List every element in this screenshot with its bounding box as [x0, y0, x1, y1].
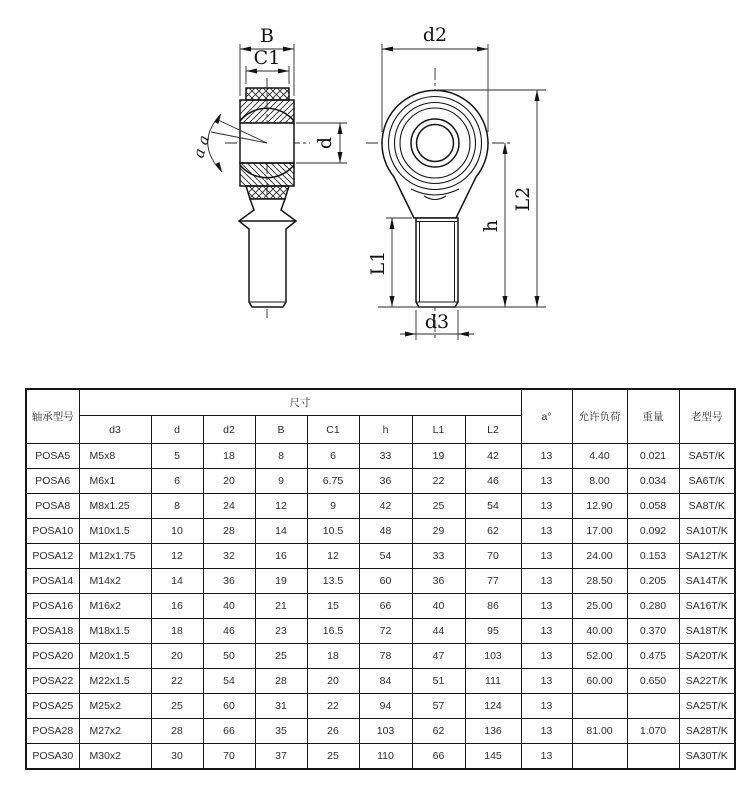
col-header-B: B — [255, 416, 307, 444]
value-cell: 84 — [359, 669, 412, 694]
value-cell: SA30T/K — [679, 744, 735, 770]
ball-upper-section — [240, 100, 294, 123]
col-header-size-group: 尺寸 — [79, 389, 521, 416]
value-cell: 136 — [465, 719, 521, 744]
value-cell: 35 — [255, 719, 307, 744]
value-cell: 33 — [412, 544, 465, 569]
value-cell: 21 — [255, 594, 307, 619]
dim-arrow — [283, 47, 294, 52]
value-cell: 8 — [255, 444, 307, 469]
col-header-load: 允许负荷 — [572, 389, 627, 444]
model-cell: POSA5 — [26, 444, 79, 469]
shank-profile — [239, 199, 296, 307]
value-cell: 18 — [307, 644, 359, 669]
value-cell: M27x2 — [79, 719, 151, 744]
value-cell: 36 — [203, 569, 255, 594]
value-cell — [572, 744, 627, 770]
value-cell: 40.00 — [572, 619, 627, 644]
value-cell: 22 — [412, 469, 465, 494]
value-cell: 30 — [151, 744, 203, 770]
dim-label-L2: L2 — [512, 186, 534, 212]
value-cell: 6.75 — [307, 469, 359, 494]
value-cell: 19 — [412, 444, 465, 469]
value-cell: 13 — [521, 719, 572, 744]
value-cell: 13 — [521, 644, 572, 669]
value-cell: 46 — [203, 619, 255, 644]
value-cell: 18 — [151, 619, 203, 644]
value-cell: SA12T/K — [679, 544, 735, 569]
value-cell: 20 — [203, 469, 255, 494]
value-cell: SA16T/K — [679, 594, 735, 619]
dim-label-d: d — [314, 136, 336, 150]
value-cell: 6 — [151, 469, 203, 494]
value-cell: 111 — [465, 669, 521, 694]
value-cell: 0.370 — [627, 619, 679, 644]
dim-label-C1: C1 — [253, 47, 281, 69]
value-cell: 28 — [203, 519, 255, 544]
value-cell: M10x1.5 — [79, 519, 151, 544]
value-cell: 0.092 — [627, 519, 679, 544]
value-cell: 12.90 — [572, 494, 627, 519]
dim-arrow — [390, 296, 395, 307]
dim-arrow — [278, 69, 289, 74]
value-cell: M8x1.25 — [79, 494, 151, 519]
col-header-d2: d2 — [203, 416, 255, 444]
value-cell: 0.280 — [627, 594, 679, 619]
value-cell: 13 — [521, 494, 572, 519]
dim-label-B: B — [260, 25, 274, 47]
value-cell: 70 — [203, 744, 255, 770]
value-cell: 86 — [465, 594, 521, 619]
value-cell: 54 — [203, 669, 255, 694]
value-cell: 15 — [307, 594, 359, 619]
table-row — [26, 469, 735, 494]
value-cell: 60 — [359, 569, 412, 594]
dim-arrow — [240, 47, 251, 52]
col-header-d: d — [151, 416, 203, 444]
value-cell: M25x2 — [79, 694, 151, 719]
value-cell: 26 — [307, 719, 359, 744]
value-cell: 94 — [359, 694, 412, 719]
value-cell: 9 — [307, 494, 359, 519]
model-cell: POSA6 — [26, 469, 79, 494]
dim-arrow — [458, 332, 469, 337]
value-cell: 19 — [255, 569, 307, 594]
spec-table-body — [26, 444, 735, 770]
value-cell: 42 — [465, 444, 521, 469]
value-cell: 10 — [151, 519, 203, 544]
dim-arrow — [246, 69, 257, 74]
value-cell: 13 — [521, 519, 572, 544]
value-cell: 20 — [151, 644, 203, 669]
value-cell: 20 — [307, 669, 359, 694]
dim-arrow — [477, 47, 488, 52]
table-row — [26, 594, 735, 619]
value-cell: 32 — [203, 544, 255, 569]
dim-label-L1: L1 — [367, 250, 389, 276]
value-cell: 0.058 — [627, 494, 679, 519]
value-cell: 145 — [465, 744, 521, 770]
dim-arrow — [405, 332, 416, 337]
value-cell: 54 — [465, 494, 521, 519]
value-cell: 51 — [412, 669, 465, 694]
value-cell: 24 — [203, 494, 255, 519]
value-cell: 72 — [359, 619, 412, 644]
model-cell: POSA14 — [26, 569, 79, 594]
shank-outline — [416, 218, 458, 307]
value-cell: 13 — [521, 444, 572, 469]
value-cell: 16.5 — [307, 619, 359, 644]
value-cell: 0.034 — [627, 469, 679, 494]
value-cell: 36 — [412, 569, 465, 594]
section-view — [189, 25, 347, 318]
value-cell: 14 — [255, 519, 307, 544]
value-cell: 13 — [521, 669, 572, 694]
value-cell: 36 — [359, 469, 412, 494]
col-header-model: 轴承型号 — [26, 389, 79, 444]
col-header-old-model: 老型号 — [679, 389, 735, 444]
dim-arrow — [382, 47, 393, 52]
value-cell: 66 — [412, 744, 465, 770]
dim-arrow — [535, 90, 540, 101]
value-cell: 81.00 — [572, 719, 627, 744]
value-cell: 25 — [255, 644, 307, 669]
value-cell: 22 — [151, 669, 203, 694]
value-cell: 10.5 — [307, 519, 359, 544]
value-cell: 13.5 — [307, 569, 359, 594]
value-cell: M6x1 — [79, 469, 151, 494]
value-cell: 28 — [255, 669, 307, 694]
value-cell: 23 — [255, 619, 307, 644]
value-cell: 25 — [412, 494, 465, 519]
table-row — [26, 494, 735, 519]
value-cell: 70 — [465, 544, 521, 569]
value-cell: 103 — [359, 719, 412, 744]
value-cell: 14 — [151, 569, 203, 594]
col-header-angle: a° — [521, 389, 572, 444]
value-cell: 62 — [465, 519, 521, 544]
angle-arrow-top — [214, 113, 223, 124]
value-cell: 54 — [359, 544, 412, 569]
value-cell: 28 — [151, 719, 203, 744]
value-cell: 46 — [465, 469, 521, 494]
value-cell: 8.00 — [572, 469, 627, 494]
value-cell: 4.40 — [572, 444, 627, 469]
value-cell: 52.00 — [572, 644, 627, 669]
value-cell: 0.205 — [627, 569, 679, 594]
value-cell: 12 — [151, 544, 203, 569]
table-row — [26, 569, 735, 594]
model-cell: POSA22 — [26, 669, 79, 694]
value-cell: SA6T/K — [679, 469, 735, 494]
table-row — [26, 694, 735, 719]
model-cell: POSA25 — [26, 694, 79, 719]
table-row — [26, 744, 735, 770]
value-cell: 0.153 — [627, 544, 679, 569]
value-cell: 124 — [465, 694, 521, 719]
value-cell: SA25T/K — [679, 694, 735, 719]
dim-arrow — [338, 123, 343, 134]
table-row — [26, 719, 735, 744]
value-cell: 60.00 — [572, 669, 627, 694]
table-row — [26, 619, 735, 644]
value-cell: 16 — [255, 544, 307, 569]
col-header-L1: L1 — [412, 416, 465, 444]
header-row-groups — [26, 389, 735, 416]
value-cell: 66 — [359, 594, 412, 619]
model-cell: POSA30 — [26, 744, 79, 770]
dim-label-d3: d3 — [424, 311, 450, 333]
value-cell: 37 — [255, 744, 307, 770]
value-cell: 9 — [255, 469, 307, 494]
ring-bottom-band — [246, 186, 289, 199]
table-row — [26, 444, 735, 469]
value-cell: 13 — [521, 469, 572, 494]
value-cell: M12x1.75 — [79, 544, 151, 569]
table-row — [26, 544, 735, 569]
value-cell: 0.475 — [627, 644, 679, 669]
value-cell: 0.650 — [627, 669, 679, 694]
value-cell: 44 — [412, 619, 465, 644]
ball-lower-section — [240, 163, 294, 186]
ring-top-band — [246, 88, 289, 100]
value-cell: 40 — [412, 594, 465, 619]
value-cell: 12 — [255, 494, 307, 519]
value-cell: 40 — [203, 594, 255, 619]
value-cell: M20x1.5 — [79, 644, 151, 669]
value-cell: 48 — [359, 519, 412, 544]
col-header-h: h — [359, 416, 412, 444]
model-cell: POSA16 — [26, 594, 79, 619]
value-cell: 13 — [521, 544, 572, 569]
model-cell: POSA8 — [26, 494, 79, 519]
model-cell: POSA20 — [26, 644, 79, 669]
value-cell: 13 — [521, 694, 572, 719]
value-cell: 110 — [359, 744, 412, 770]
bore-outer-circle — [411, 119, 459, 167]
model-cell: POSA18 — [26, 619, 79, 644]
dim-label-angle: a a — [189, 133, 214, 161]
model-cell: POSA12 — [26, 544, 79, 569]
dim-label-h: h — [480, 219, 502, 233]
value-cell: 12 — [307, 544, 359, 569]
value-cell: SA14T/K — [679, 569, 735, 594]
value-cell: 13 — [521, 619, 572, 644]
value-cell: SA20T/K — [679, 644, 735, 669]
technical-drawing — [0, 0, 750, 382]
value-cell: M14x2 — [79, 569, 151, 594]
value-cell: 13 — [521, 594, 572, 619]
value-cell: 77 — [465, 569, 521, 594]
value-cell: M30x2 — [79, 744, 151, 770]
value-cell: 18 — [203, 444, 255, 469]
value-cell: SA18T/K — [679, 619, 735, 644]
angle-arrow-bottom — [215, 162, 224, 173]
value-cell: 25 — [307, 744, 359, 770]
value-cell: 0.021 — [627, 444, 679, 469]
value-cell: 57 — [412, 694, 465, 719]
value-cell: 13 — [521, 569, 572, 594]
value-cell: 13 — [521, 744, 572, 770]
value-cell: 47 — [412, 644, 465, 669]
value-cell: 24.00 — [572, 544, 627, 569]
value-cell: 1.070 — [627, 719, 679, 744]
value-cell: 8 — [151, 494, 203, 519]
spec-table-header — [26, 389, 735, 444]
dim-label-d2: d2 — [422, 24, 448, 46]
value-cell: 62 — [412, 719, 465, 744]
col-header-C1: C1 — [307, 416, 359, 444]
value-cell: 95 — [465, 619, 521, 644]
value-cell — [627, 744, 679, 770]
value-cell: 78 — [359, 644, 412, 669]
value-cell: M16x2 — [79, 594, 151, 619]
value-cell: SA8T/K — [679, 494, 735, 519]
value-cell: 33 — [359, 444, 412, 469]
dim-arrow — [503, 296, 508, 307]
value-cell: 31 — [255, 694, 307, 719]
value-cell: SA22T/K — [679, 669, 735, 694]
value-cell: 22 — [307, 694, 359, 719]
value-cell: 29 — [412, 519, 465, 544]
value-cell: SA28T/K — [679, 719, 735, 744]
value-cell — [627, 694, 679, 719]
dim-arrow — [535, 296, 540, 307]
value-cell: M5x8 — [79, 444, 151, 469]
value-cell: 17.00 — [572, 519, 627, 544]
value-cell: SA5T/K — [679, 444, 735, 469]
front-view — [366, 24, 546, 340]
value-cell: M18x1.5 — [79, 619, 151, 644]
value-cell: 25 — [151, 694, 203, 719]
dim-arrow — [390, 218, 395, 229]
value-cell: 103 — [465, 644, 521, 669]
value-cell: 25.00 — [572, 594, 627, 619]
value-cell: 28.50 — [572, 569, 627, 594]
table-row — [26, 644, 735, 669]
value-cell: 16 — [151, 594, 203, 619]
spec-table — [25, 388, 736, 770]
col-header-d3: d3 — [79, 416, 151, 444]
value-cell: 60 — [203, 694, 255, 719]
dim-arrow — [503, 143, 508, 154]
value-cell: 6 — [307, 444, 359, 469]
value-cell — [572, 694, 627, 719]
model-cell: POSA28 — [26, 719, 79, 744]
model-cell: POSA10 — [26, 519, 79, 544]
table-row — [26, 669, 735, 694]
value-cell: M22x1.5 — [79, 669, 151, 694]
value-cell: 5 — [151, 444, 203, 469]
table-row — [26, 519, 735, 544]
value-cell: 50 — [203, 644, 255, 669]
col-header-L2: L2 — [465, 416, 521, 444]
value-cell: 66 — [203, 719, 255, 744]
value-cell: 42 — [359, 494, 412, 519]
dim-arrow — [338, 152, 343, 163]
col-header-weight: 重量 — [627, 389, 679, 444]
value-cell: SA10T/K — [679, 519, 735, 544]
